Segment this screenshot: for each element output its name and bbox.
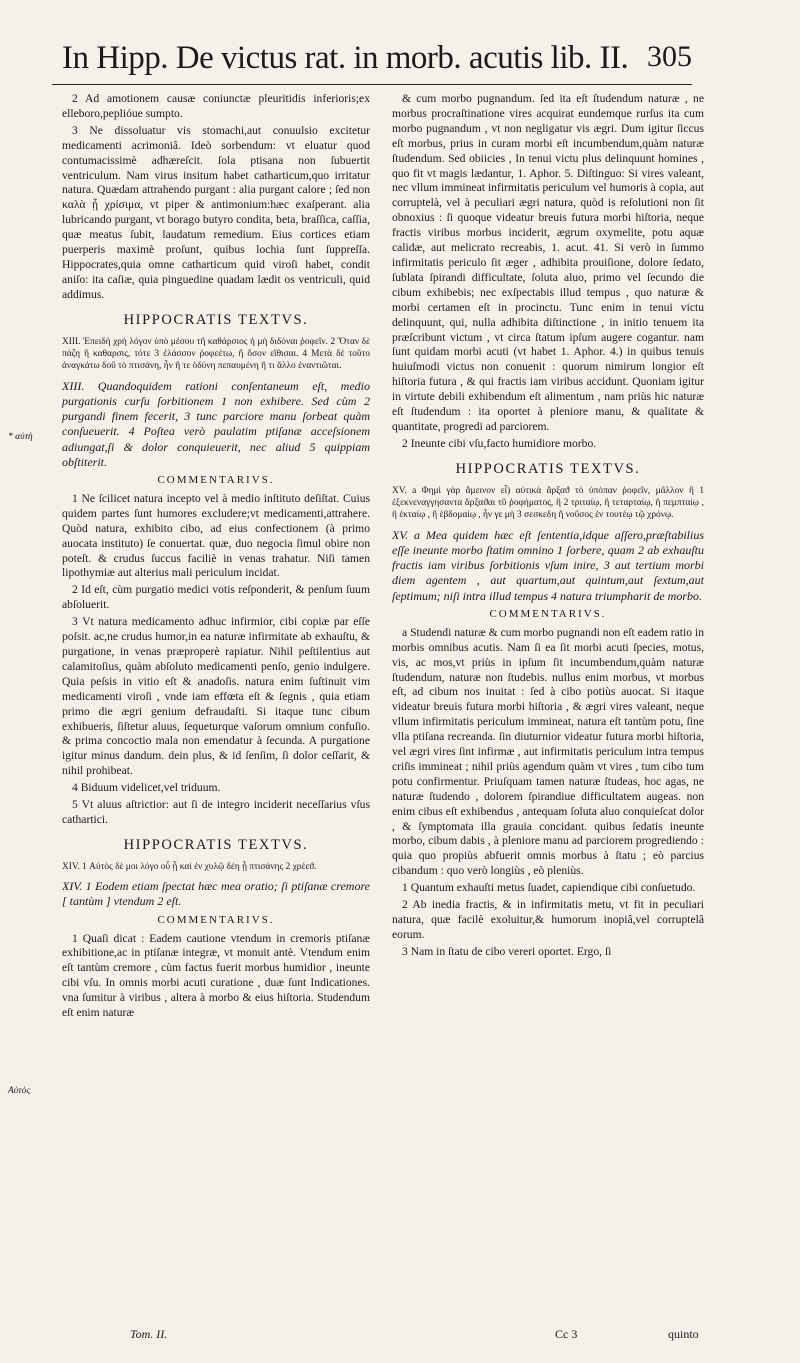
- commentary-paragraph: a Studendi naturæ & cum morbo pugnandi non eſt eadem ratio in morbis omnibus acutis. Nam ſi ea ſit morbi acuti ſpecies, motus, vis, ac mos,vt priùs in ipſum ſit incumbendum,quàm naturæ ſtudendum, naturæ non ſtudebis. nullus enim morbus, vt morbus eſt, ad cibum nos inuitat : ſed à cibo potiùs auocat. Si itaque videatur breuis futura morbi hiſtoria , & ægri vires valeant, neque vllum infirmitatis periculum immineat, natura eſt tantùm potu, ſine vlla ptiſana recreanda. ſin diuturnior videatur futura morbi hiſtoria, vel ægri vires ſint infirmæ , aut infirmitatis periculum intra tempus criſis immineat ; nihil priùs agendum quàm vt vires , tum cibo tum potu confirmentur. Priuſquam tamen naturæ ſtudeas, hoc agas, ne naturæ ſtudendo , dolorem ſpirandiue difficultatem augeas. non enim cibus eſt exhibendus , antequam ſoluta aluo conquieſcat dolor , & ſymptomata illa grauia concidant. quibus ſedatis ineunte morbo, cibum dabis , à pleniore manu ad parciorem progrediendo : quia quo propiùs abfuerit omnis morbus à ſtatu ; eò parcius cibandum : quo verò longiùs , eò pleniùs.: [392, 625, 704, 878]
- right-column: [392, 92, 704, 962]
- latin-translation: XIV. 1 Eodem etiam ſpectat hæc mea oratio; ſi ptiſanæ cremore [ tantùm ] vtendum 2 eſt.: [62, 879, 370, 909]
- commentary-paragraph: 5 Vt aluus aſtrictior: aut ſi de integro inciderit neceſſarius vſus cathartici.: [62, 798, 370, 826]
- commentary-paragraph: 2 Id eſt, cùm purgatio medici votis reſponderit, & penſum ſuum abſoluerit.: [62, 583, 370, 612]
- left-column: [62, 92, 370, 1023]
- latin-translation: XV. a Mea quidem hæc eſt ſententia,idque aſſero,præſtabilius eſſe ineunte morbo ſtatim omnino 1 ſorbere, quam 2 ab exhauſtu fractis iam viribus ſorbitionis vſum inire, 3 aut tertium morbi diem agentem , aut quartum,aut quintum,aut ſextum,aut ſeptimum; niſi intra illud tempus 4 natura triumpharit de morbo.: [392, 527, 704, 603]
- commentary-paragraph: 3 Ne dissoluatur vis stomachi,aut conuulsio excitetur medicamenti acrimoniâ. Ideò sorbendum: vt eluatur quod contumacissimè adhæreſcit. ſola ptisana non ſubuertit ventriculum. Nam virus insitum habet catharticum,quo irritatur natura. Quædam attrahendo purgant : alia purgant calore ; ſed non καλὰ ᾗ χρίσιμα, vt piper & antimonium:hæc exaſperant. alia lubricando purgant, vt borago butyro condita, beta, braſſica, caſſia, quæ meatus ſubit, laudatum remedium. Eius cortices etiam puerperis maximè proſunt, quibus lochia ſunt ſuppreſſa. Hippocrates,quia omne catharticum quid viroſi habet, condit aniſo: ita caſiæ, quia pinguedine quadam lædit os ventriculi, quid addimus.: [62, 123, 370, 301]
- volume-mark: Tom. II.: [130, 1327, 168, 1341]
- greek-text: XIV. 1 Αὑτὸς δὲ μοι λόγο οὗ ᾗ καὶ ἐν χυλῷ δέη ᾗ πτισάνης 2 χρέεϑ.: [62, 861, 317, 872]
- commentary-paragraph: 2 Ad amotionem causæ coniunctæ pleuritidis inferioris;ex elleboro,pepliόue sumpto.: [62, 92, 370, 120]
- commentary-heading: COMMENTARIVS.: [489, 607, 607, 620]
- commentary-heading: COMMENTARIVS.: [157, 913, 275, 926]
- commentary-paragraph: 4 Biduum videlicet,vel triduum.: [72, 781, 221, 795]
- greek-text: XV. a Φημὶ γὰρ ἄμεινον εἶ) αὐτικὰ ἄρξαϑ τὸ ὑπὸπαν ῥοφεῖν, μᾶλλον ἢ 1 ἐξεκνεναγγησαντα ἄρξαϑαι τῦ ῥοφήματος, ἢ 2 τριταίῳ, ἢ τεταρταίῳ, ἢ πεμπταίῳ , ἢ ἑκταίῳ , ἢ ἑβδομαίῳ , ἦν γε μὴ 3 σεσκεδη ἢ νοῦσος ἐν τουτέῳ τῷ χρόνῳ.: [392, 485, 704, 521]
- commentary-paragraph: 2 Ab inedia fractis, & in infirmitatis metu, vt fit in peculiari natura, quæ facilè exoluitur,& humorum inopiâ,vel corruptelâ eorum.: [392, 898, 704, 941]
- catchword: quinto: [668, 1327, 699, 1341]
- margin-note-greek: * αὐτὴ: [8, 432, 33, 442]
- commentary-paragraph: 1 Quaſi dicat : Eadem cautione vtendum in cremoris ptiſanæ exhibitione,ac in ptiſanæ integræ, vt monuit antè. Vtendum enim eſt tantùm cremore , cùm factus fuerit morbus humidior , ineunte cibi vſu. In omnis morbi acuti curatione , duæ ſunt Indicationes. vna ſumitur à viribus , altera à morbo & eius hiſtoria. Studendum eſt enim naturæ: [62, 931, 370, 1020]
- section-heading: HIPPOCRATIS TEXTVS.: [123, 836, 309, 853]
- commentary-heading: COMMENTARIVS.: [157, 474, 275, 487]
- commentary-paragraph: 3 Vt natura medicamento adhuc infirmior, cibi copiæ par eſſe poſsit. ac,ne crudus humor,in ea naturæ infirmitate ab exhauſtu, & purgatione, in venas præproperè rapiatur. Nihil peſtilentius aut calamitoſius, quàm abſoluto medicamenti penſo, genio indulgere. Quia peſsis in vitio eſt & anadoſis. natura enim ſuſtinuit vim medicamenti viroſi , vnde iam effœta eſt & ſegnis , quia etiam primo die ægri genium defraudaſti. Si itaque tunc cibum exhibueris, ſiſtetur aluus, ſequeturque vaſorum omnium confuſio. & prima concoctio mala non emendatur à ſecunda. A purgatione igitur minus dandum. dein plus, & id ſenſim, ſi dolor ceſſarit, & nihil prohibeat.: [62, 615, 370, 778]
- margin-note-autos: Αὐτὸς: [8, 1086, 31, 1096]
- running-header: [52, 38, 692, 86]
- latin-translation: XIII. Quandoquidem rationi conſentaneum eſt, medio purgationis curſu ſorbitionem 1 non exhibere. Sed cùm 2 purgandi finem fecerit, 3 tunc parciore manu ſorbeat quàm conſueuerit. 4 Poſtea verò paulatim ptiſanæ acceſsionem adiungat,ſi & dolor conquieuerit, nec aliud 5 quippiam obſtiterit.: [62, 378, 370, 469]
- signature-mark: Cc 3: [555, 1327, 578, 1341]
- section-heading: HIPPOCRATIS TEXTVS.: [455, 460, 641, 477]
- commentary-paragraph: 1 Quantum exhauſti metus ſuadet, capiendique cibi conſuetudo.: [402, 881, 696, 895]
- header-rule: [52, 84, 692, 85]
- commentary-paragraph: 3 Nam in ſtatu de cibo vereri oportet. Ergo, ſi: [402, 944, 612, 958]
- running-title: In Hipp. De victus rat. in morb. acutis lib. II.: [62, 40, 629, 76]
- page-number: 305: [647, 40, 692, 73]
- commentary-paragraph: 1 Ne ſcilicet natura incepto vel à medio inſtituto deſiſtat. Cuius quidem partes ſunt humores excludere;vt medicamenti,attrahere. Quòd natura, exhibito cibo, ad eius confectionem (à primo auocata instituto) ſe conuertat. quæ, duo negocia ſimul obire non poteſt. & crudus ſuccus faciliè in venas trahatur. Niſi tamen lipothymiæ aut alterius mali periculum incidat.: [62, 491, 370, 580]
- commentary-paragraph: & cum morbo pugnandum. ſed ita eſt ſtudendum naturæ , ne morbus procraſtinatione vires acquirat eundemque rurſus ita cum morbo pugnandum , vt non negligatur vis ægri. Dum igitur ſiccus eſt morbus, prius in curam morbi eſt incumbendum,quàm naturæ ſtudendum. Sed obiicies , In tenui victu plus delinquunt homines , quo fit vt magis lædantur, 1. Aphor. 5. Diſtinguo: Si vires valeant, nec vllum immineat infirmitatis periculum vel humoris à copia, aut corruptelà, vel à peculiari ægri natura, quòd is reſolutioni non ſit obnoxius : ſi quoque videatur breuis futura morbi hiſtoria, neque fractis viribus morbus inciderit, ægrum oxymelite, potu aquæ calidæ, aut melicrato recreabis, 1. acut. 41. Si verò in ſummo infirmitatis periculo ſit æger , adhibita prouiſione, dolore ſedato, ſublata ſpirandi difficultate, ſoluta aluo, primo vel ſecundo die cibum exhibebis; nec exſpectabis illud tempus , quo naturæ & morbi certamen eſt in procinctu. Tunc enim in tenui victu delinquunt, qui, nulla adhibita diſtinctione , in initio tenuem ita præſcribunt victum , vt circa ſtatum ipſum augere cogantur. nam ſunt quidam morbi acuti (vt habet 1. Aphor. 4.) in quibus tenuis huiuſmodi victus non conuenit : quorum nimirum longior eſt hiſtoria futura , & qui fractis iam viribus accidunt. Quoniam igitur in virtute debili exhibendum eſt alimentum , nam priùs hic naturæ eſt ſtudendum : ita oportet à pleniore manu, & qualitate & quantitate, progredi ad parciorem.: [392, 92, 704, 433]
- commentary-paragraph: 2 Ineunte cibi vſu,facto humidiore morbo.: [402, 436, 597, 450]
- section-heading: HIPPOCRATIS TEXTVS.: [123, 311, 309, 328]
- greek-text: XIII. Ἐπειδὴ χρὴ λόγον ὑπὸ μέσου τῆ καθάρσιος ἡ μὴ διδόναι ῥοφεῖν. 2 Ὅταν δὲ πάζη ἢ καθαρσις, τότε 3 ἐλάσσον ῥοφεέτω, ἢ ὅσον εἴθισαι. 4 Μετὰ δὲ τοῦτο ἀναγκάτω δοῦ τὸ πτισάνη, ἦν ἢ τε ὀδύνη πεπαυμένη ἢ τι ἄλλο ἐναντιῶται.: [62, 336, 370, 372]
